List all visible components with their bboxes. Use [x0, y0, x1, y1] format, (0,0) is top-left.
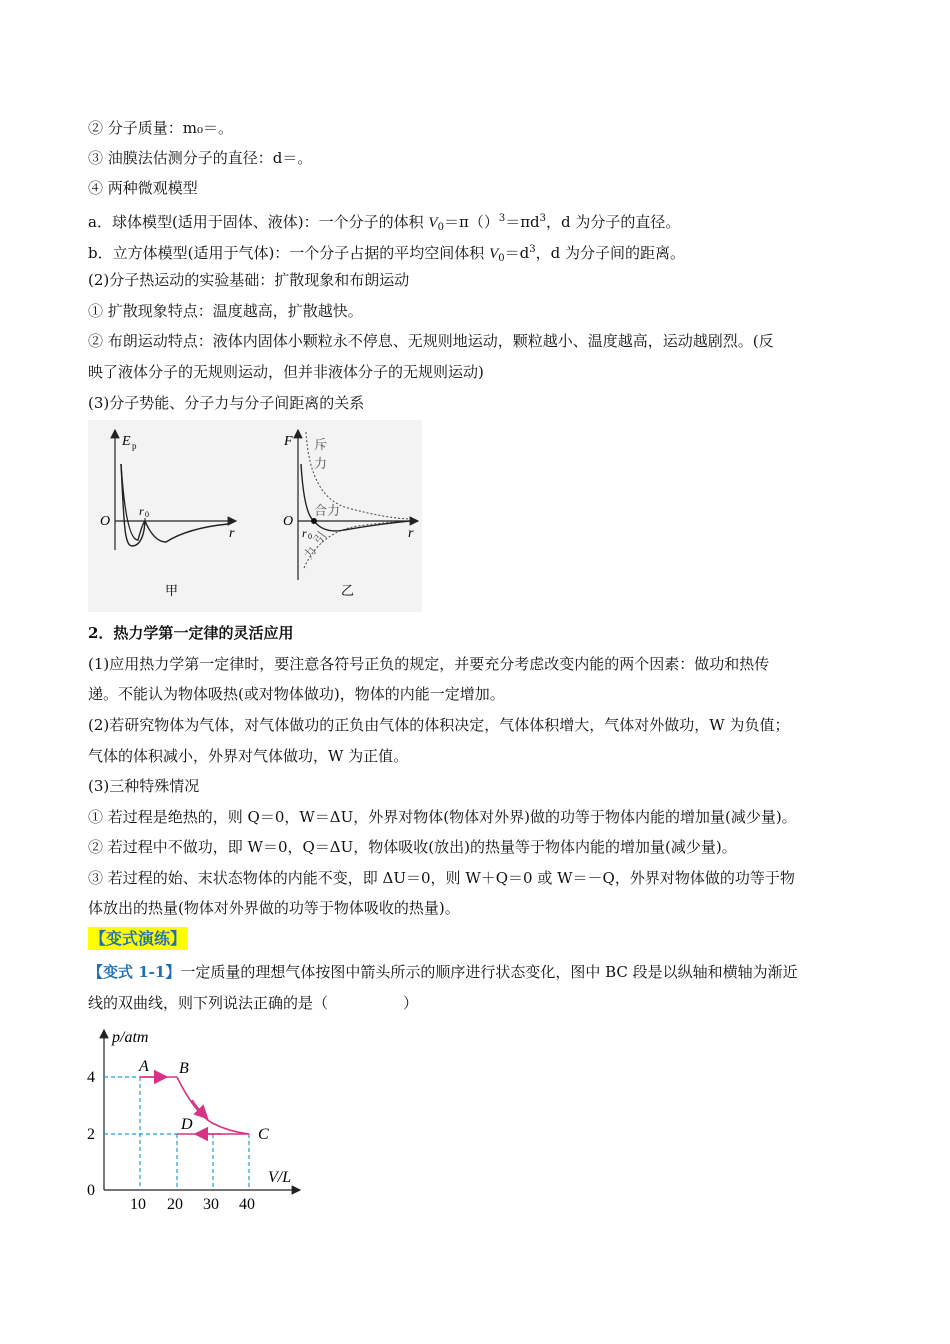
question-text: 一定质量的理想气体按图中箭头所示的顺序进行状态变化，图中 BC 段是以纵轴和横轴为渐近 [180, 963, 798, 981]
ep-origin: O [100, 514, 111, 529]
molecular-force-figure [88, 420, 422, 612]
repulsion-label-2: 力 [314, 456, 328, 471]
x-tick-40: 40 [239, 1196, 255, 1213]
question-line [88, 962, 798, 982]
r0-point [311, 518, 317, 524]
text-span: ＝π（） [443, 213, 499, 231]
text-line [88, 240, 685, 269]
p-axis-label-text: p/atm [112, 1029, 149, 1046]
text-line: ① 扩散现象特点：温度越高，扩散越快。 [88, 302, 363, 320]
point-c-label: C [258, 1126, 269, 1143]
x-tick-30: 30 [203, 1196, 219, 1213]
caption-left: 甲 [165, 583, 179, 598]
y-tick-4: 4 [87, 1069, 95, 1086]
ep-x-label: r [229, 526, 235, 541]
f-origin: O [283, 514, 294, 529]
f-y-label: F [284, 434, 293, 449]
net-force-label: 合力 [314, 503, 341, 518]
subscript: 0 [498, 253, 505, 264]
y-tick-2: 2 [87, 1126, 95, 1143]
text-span: ，d 为分子的直径。 [546, 213, 681, 231]
text-line: ① 若过程是绝热的，则 Q＝0，W＝ΔU，外界对物体(物体对外界)做的功等于物体内能的增加量(减少量)。 [88, 808, 797, 826]
ep-y-label: E [122, 434, 131, 449]
text-line: 递。不能认为物体吸热(或对物体做功)，物体的内能一定增加。 [88, 685, 505, 703]
text-line: (2)分子热运动的实验基础：扩散现象和布朗运动 [88, 271, 410, 289]
v-axis-label [268, 1169, 291, 1186]
symbol-v: V [428, 215, 438, 231]
point-a-label: A [139, 1058, 149, 1075]
text-line: ② 分子质量：m₀＝。 [88, 119, 234, 137]
text-line: (3)三种特殊情况 [88, 777, 200, 795]
text-line [88, 209, 680, 238]
x-tick-20: 20 [167, 1196, 183, 1213]
f-r0-label-sub: 0 [308, 532, 312, 541]
superscript: 3 [529, 244, 536, 255]
text-line: 映了液体分子的无规则运动，但并非液体分子的无规则运动) [88, 363, 484, 381]
repulsion-label-1: 斥 [314, 437, 328, 452]
question-line: 线的双曲线，则下列说法正确的是（ ） [88, 994, 419, 1012]
molecular-force-svg [88, 420, 422, 612]
text-line: (1)应用热力学第一定律时，要注意各符号正负的规定，并要充分考虑改变内能的两个因素：做功和热传 [88, 655, 770, 673]
pv-diagram [82, 1022, 312, 1218]
text-line: ③ 油膜法估测分子的直径：d＝。 [88, 149, 313, 167]
attraction-label-1: 引 [310, 528, 330, 547]
origin-label: 0 [87, 1182, 95, 1199]
text-line: ② 若过程中不做功，即 W＝0，Q＝ΔU，物体吸收(放出)的热量等于物体内能的增加量(减少量)。 [88, 838, 737, 856]
arrow-bc [192, 1100, 204, 1115]
text-span: ＝πd [505, 213, 540, 231]
ep-curve [121, 464, 228, 542]
text-span: b．立方体模型(适用于气体)：一个分子占据的平均空间体积 [88, 244, 490, 262]
text-line: 气体的体积减小，外界对气体做功，W 为正值。 [88, 747, 409, 765]
superscript: 3 [498, 213, 506, 224]
ep-y-label-sub: p [132, 441, 137, 451]
practice-heading [88, 929, 188, 949]
text-line: ④ 两种微观模型 [88, 179, 198, 197]
text-line: (2)若研究物体为气体，对气体做功的正负由气体的体积决定，气体体积增大，气体对外做功，W 为负值； [88, 716, 790, 734]
point-b-label: B [179, 1060, 189, 1077]
x-tick-10: 10 [130, 1196, 146, 1213]
text-line: ③ 若过程的始、末状态物体的内能不变，即 ΔU＝0，则 W＋Q＝0 或 W＝－Q，外界对物体做的功等于物 [88, 869, 795, 887]
caption-right: 乙 [341, 583, 355, 598]
ep-r0-label-sub: 0 [145, 510, 149, 519]
symbol-v: V [489, 246, 499, 262]
text-span: ＝d [504, 244, 530, 262]
text-line: (3)分子势能、分子力与分子间距离的关系 [88, 394, 365, 412]
f-x-label: r [408, 526, 414, 541]
text-span: ，d 为分子间的距离。 [535, 244, 685, 262]
subscript: 0 [437, 222, 444, 233]
point-d-label: D [181, 1116, 193, 1133]
attraction-label-2: 力 [300, 543, 320, 562]
question-label: 【变式 1-1】 [88, 963, 181, 981]
superscript: 3 [539, 213, 547, 224]
text-span: a．球体模型(适用于固体、液体)：一个分子的体积 [88, 213, 429, 231]
section-heading: 2．热力学第一定律的灵活应用 [88, 624, 294, 642]
p-axis-label [111, 1029, 148, 1046]
v-axis-label-text: V/L [268, 1169, 292, 1186]
ep-r0-label: r [139, 504, 144, 518]
text-line: ② 布朗运动特点：液体内固体小颗粒永不停息、无规则地运动，颗粒越小、温度越高，运动越剧烈。(反 [88, 332, 774, 350]
practice-heading-label: 【变式演练】 [90, 929, 187, 948]
f-r0-label: r [302, 526, 307, 540]
text-line: 体放出的热量(物体对外界做的功等于物体吸收的热量)。 [88, 899, 460, 917]
